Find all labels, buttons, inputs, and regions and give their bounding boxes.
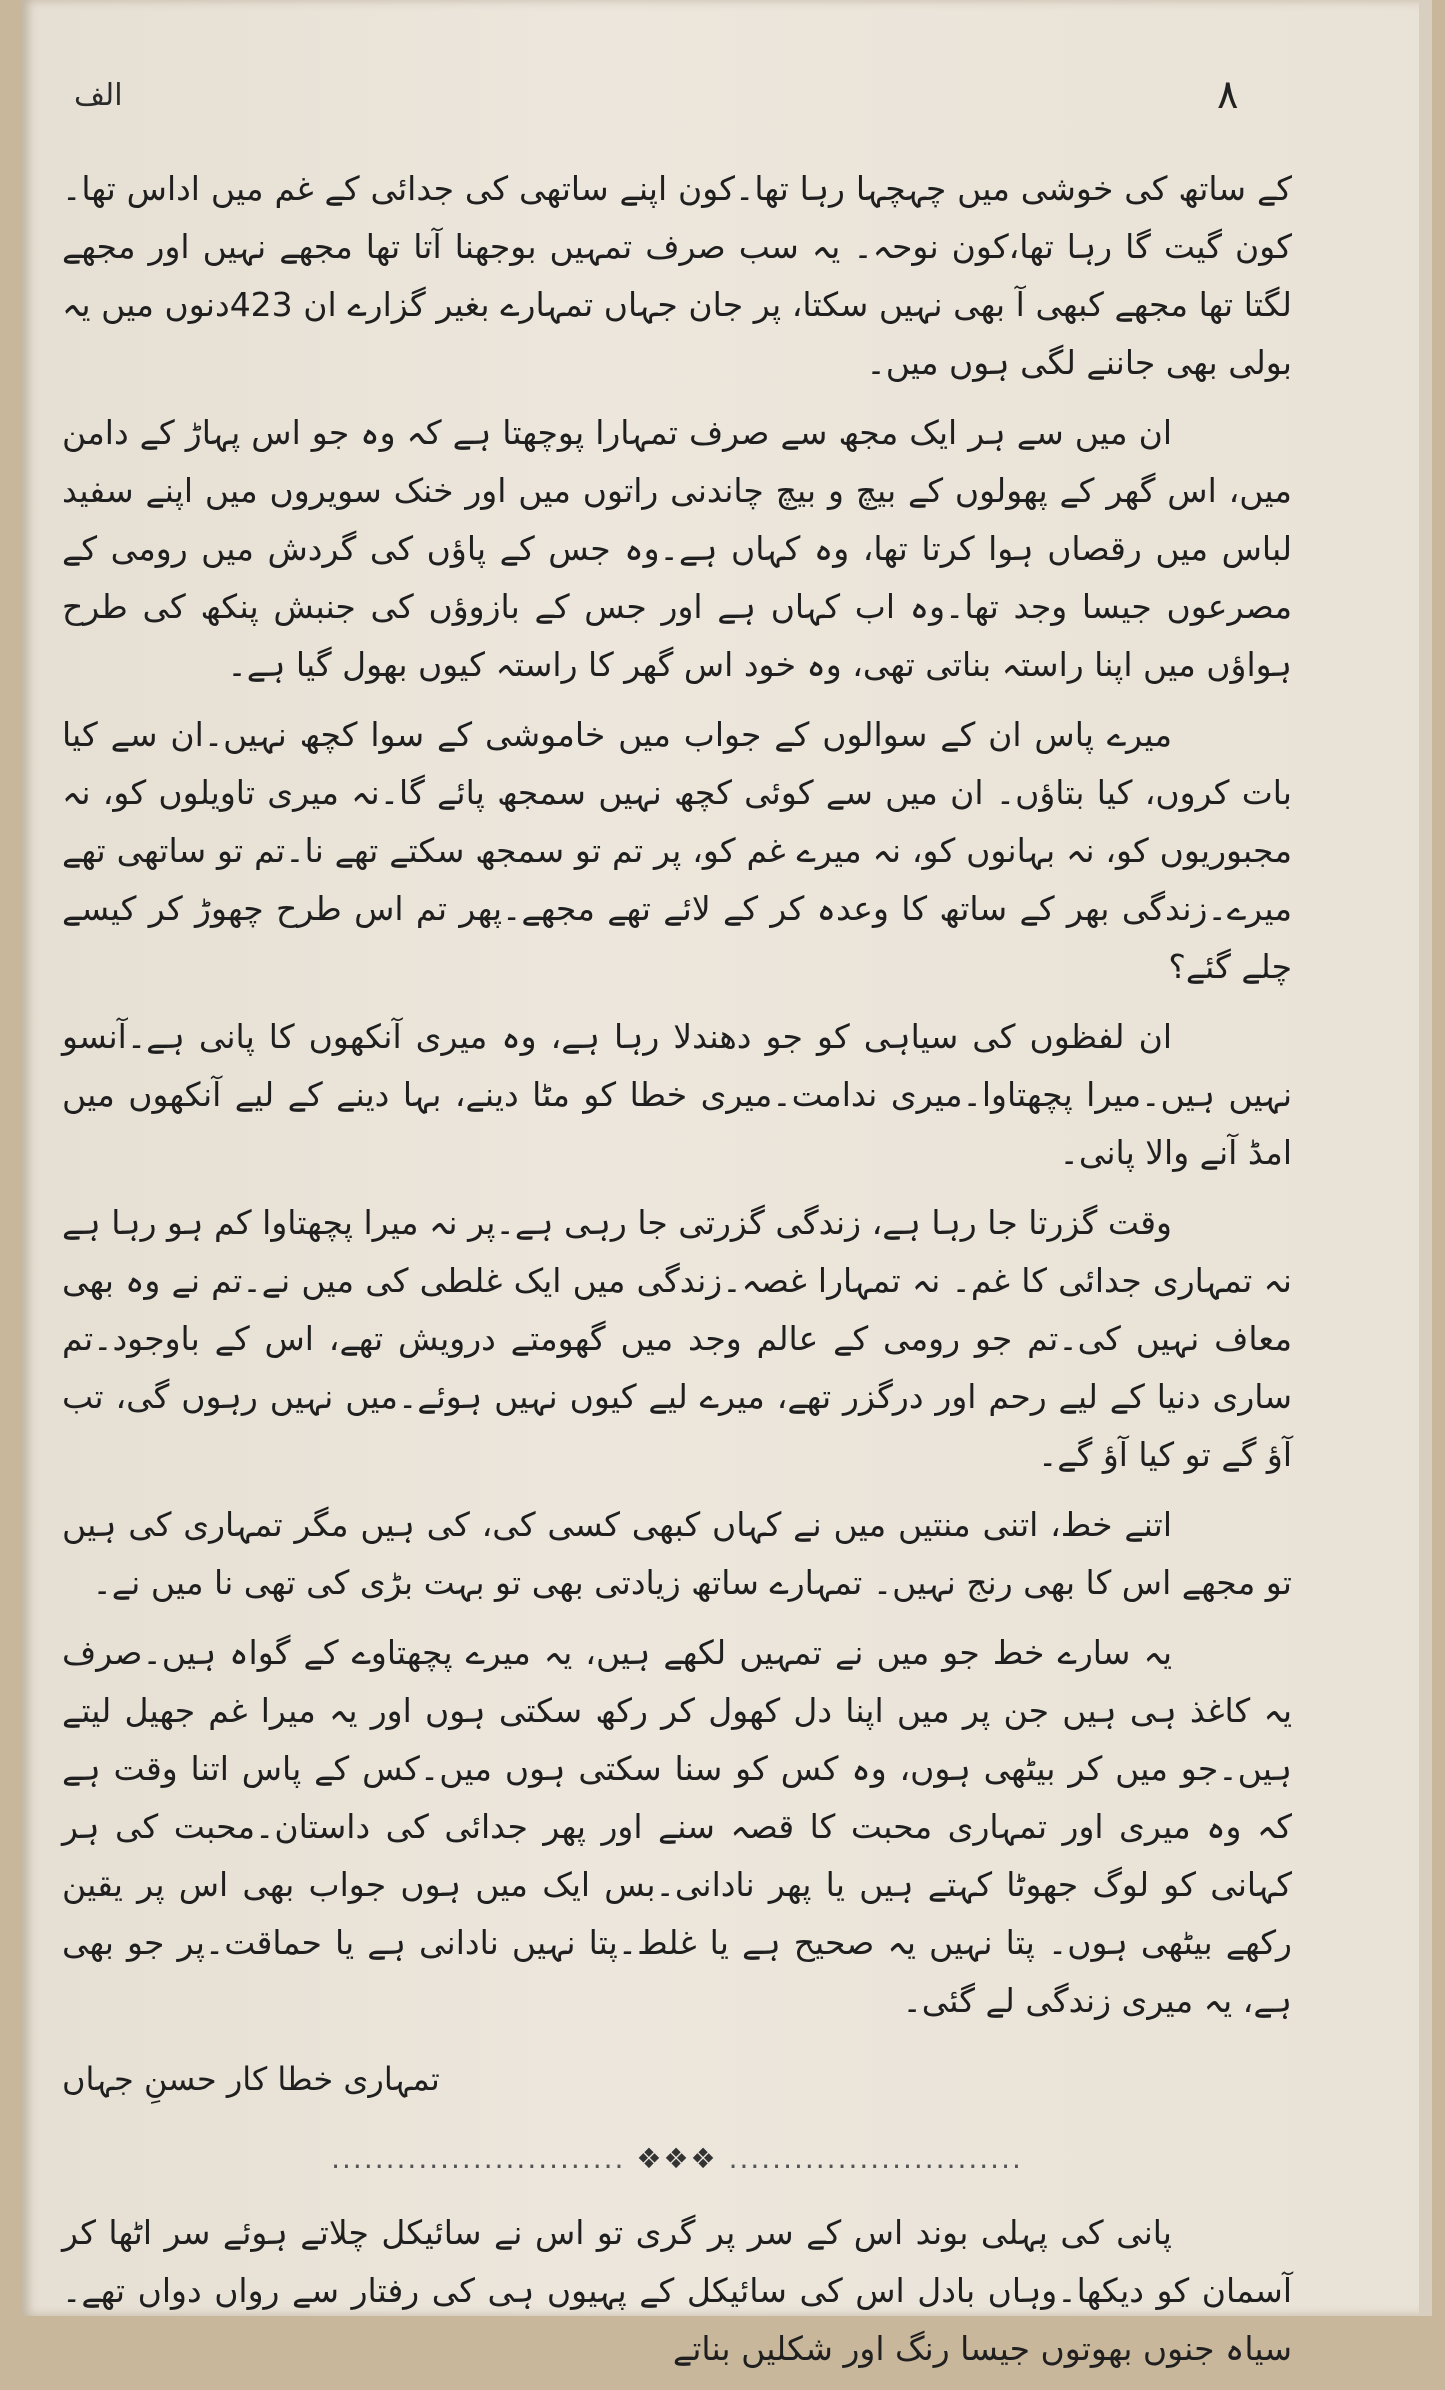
page-number: ۸ <box>1217 72 1239 118</box>
divider-ornament-icon: ❖❖❖ <box>636 2142 718 2175</box>
page-body <box>62 160 1292 2390</box>
paragraph-next-section: پانی کی پہلی بوند اس کے سر پر گری تو اس نے سائیکل چلاتے ہوئے سر اٹھا کر آسمان کو دیکھا۔وہاں بادل اس کی سائیکل کے پہیوں ہی کی رفتار سے رواں دواں تھے۔سیاہ جنوں بھوتوں جیسا رنگ اور شکلیں بناتے <box>62 2213 1292 2368</box>
paragraph: ان لفظوں کی سیاہی کو جو دھندلا رہا ہے، وہ میری آنکھوں کا پانی ہے۔آنسو نہیں ہیں۔میرا پچھتاوا۔میری ندامت۔میری خطا کو مٹا دینے، بہا دینے کے لیے آنکھوں میں امڈ آنے والا پانی۔ <box>62 1017 1292 1172</box>
paragraph: یہ سارے خط جو میں نے تمہیں لکھے ہیں، یہ میرے پچھتاوے کے گواہ ہیں۔صرف یہ کاغذ ہی ہیں جن پر میں اپنا دل کھول کر رکھ سکتی ہوں اور یہ میرا غم جھیل لیتے ہیں۔جو میں کر بیٹھی ہوں، وہ کس کو سنا سکتی ہوں میں۔کس کے پاس اتنا وقت ہے کہ وہ میری اور تمہاری محبت کا قصہ سنے اور پھر جدائی کی داستان۔محبت کی ہر کہانی کو لوگ جھوٹا کہتے ہیں یا پھر نادانی۔بس ایک میں ہوں جواب بھی اس پر یقین رکھے بیٹھی ہوں۔ پتا نہیں یہ صحیح ہے یا غلط۔پتا نہیں نادانی ہے یا حماقت۔پر جو بھی ہے، یہ میری زندگی لے گئی۔ <box>62 1633 1292 2020</box>
paragraph: اتنے خط، اتنی منتیں میں نے کہاں کبھی کسی کی، کی ہیں مگر تمہاری کی ہیں تو مجھے اس کا بھی رنج نہیں۔ تمہارے ساتھ زیادتی بھی تو بہت بڑی کی تھی نا میں نے۔ <box>62 1505 1292 1602</box>
paragraph: میرے پاس ان کے سوالوں کے جواب میں خاموشی کے سوا کچھ نہیں۔ان سے کیا بات کروں، کیا بتاؤں۔ ان میں سے کوئی کچھ نہیں سمجھ پائے گا۔نہ میری تاویلوں کو، نہ مجبوریوں کو، نہ بہانوں کو، نہ میرے غم کو، پر تم تو سمجھ سکتے تھے نا۔تم تو ساتھی تھے میرے۔زندگی بھر کے ساتھ کا وعدہ کر کے لائے تھے مجھے۔پھر تم اس طرح چھوڑ کر کیسے چلے گئے؟ <box>62 715 1292 986</box>
divider-dots-right: ........................... <box>728 2142 1023 2175</box>
paragraph: وقت گزرتا جا رہا ہے، زندگی گزرتی جا رہی ہے۔پر نہ میرا پچھتاوا کم ہو رہا ہے نہ تمہاری جدائی کا غم۔ نہ تمہارا غصہ۔زندگی میں ایک غلطی کی میں نے۔تم نے وہ بھی معاف نہیں کی۔تم جو رومی کے عالم وجد میں گھومتے درویش تھے، اس کے باوجود۔تم ساری دنیا کے لیے رحم اور درگزر تھے، میرے لیے کیوں نہیں ہوئے۔میں نہیں رہوں گی، تب آؤ گے تو کیا آؤ گے۔ <box>62 1203 1292 1474</box>
section-header: الف <box>74 78 123 113</box>
signature: تمہاری خطا کار حسنِ جہاں <box>62 2060 440 2098</box>
section-divider <box>62 2130 1292 2188</box>
book-page <box>22 0 1432 2368</box>
paragraph: ان میں سے ہر ایک مجھ سے صرف تمہارا پوچھتا ہے کہ وہ جو اس پہاڑ کے دامن میں، اس گھر کے پھولوں کے بیچ و بیچ چاندنی راتوں میں اور خنک سویروں میں اپنے سفید لباس میں رقصاں ہوا کرتا تھا، وہ کہاں ہے۔وہ جس کے پاؤں کی گردش میں رومی کے مصرعوں جیسا وجد تھا۔وہ اب کہاں ہے اور جس کے بازوؤں کی جنبش پنکھ کی طرح ہواؤں میں اپنا راستہ بناتی تھی، وہ خود اس گھر کا راستہ کیوں بھول گیا ہے۔ <box>62 413 1292 684</box>
divider-dots-left: ........................... <box>331 2142 626 2175</box>
paragraph: کے ساتھ کی خوشی میں چہچہا رہا تھا۔کون اپنے ساتھی کی جدائی کے غم میں اداس تھا۔کون گیت گا رہا تھا،کون نوحہ۔ یہ سب صرف تمہیں بوجھنا آتا تھا مجھے نہیں اور مجھے لگتا تھا مجھے کبھی آ بھی نہیں سکتا، پر جان جہاں تمہارے بغیر گزارے ان 423دنوں میں یہ بولی بھی جاننے لگی ہوں میں۔ <box>62 169 1292 382</box>
page-edge <box>1419 0 1432 2316</box>
